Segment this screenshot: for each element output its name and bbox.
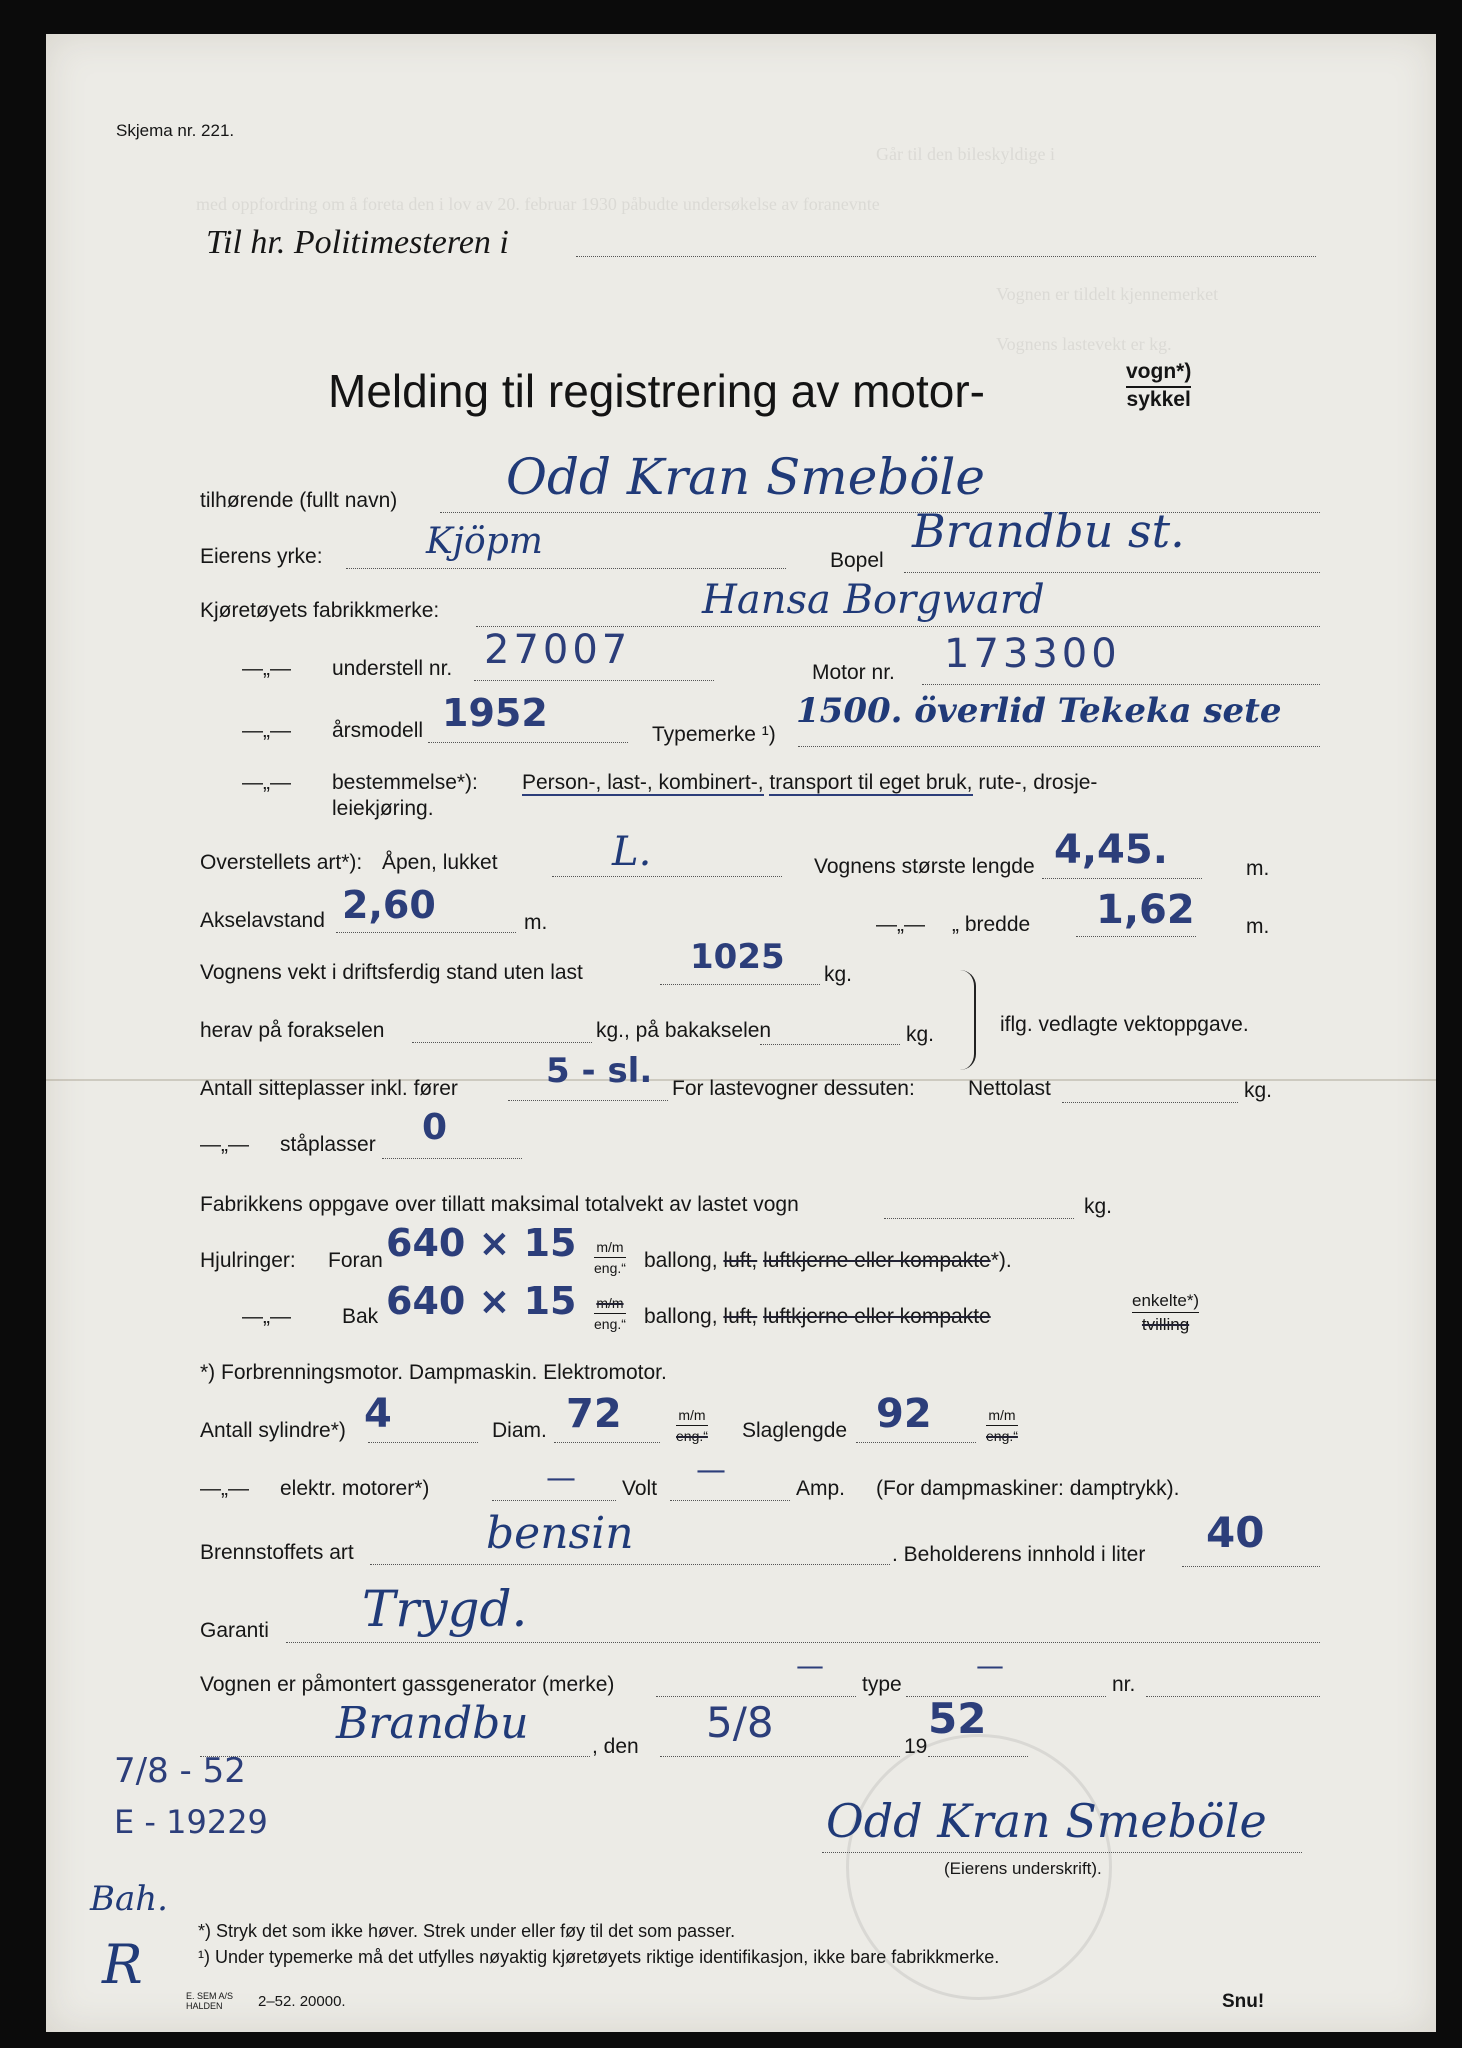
eng-unit: eng.“ xyxy=(594,1260,626,1276)
make-value: Hansa Borgward xyxy=(702,577,1045,623)
rear-axle-unit: kg. xyxy=(906,1023,935,1046)
date-line[interactable] xyxy=(660,1756,900,1757)
single-twin-choice xyxy=(1132,1292,1199,1333)
owner-signature: Odd Kran Smeböle xyxy=(826,1794,1267,1848)
tyre-rest-option: luftkjerne eller kompakte xyxy=(763,1249,991,1272)
elec-line[interactable] xyxy=(492,1500,616,1501)
ballong-option: ballong, xyxy=(644,1305,718,1328)
tyres-rear-value: 640 × 15 xyxy=(386,1279,577,1323)
net-load-line[interactable] xyxy=(1062,1102,1238,1103)
page-title: Melding til registrering av motor- xyxy=(328,365,986,417)
wheelbase-value: 2,60 xyxy=(342,883,436,927)
tyres-front-options xyxy=(644,1250,1012,1271)
eng-unit: eng.“ xyxy=(676,1428,708,1444)
fuel-line[interactable] xyxy=(370,1564,890,1565)
net-load-label: Nettolast xyxy=(968,1077,1051,1100)
gas-line[interactable] xyxy=(656,1696,856,1697)
cylinders-label: Antall sylindre*) xyxy=(200,1419,346,1442)
amp-label: Amp. xyxy=(796,1477,846,1500)
cylinders-value: 4 xyxy=(364,1391,392,1437)
turn-over-note: Snu! xyxy=(1222,1991,1265,2012)
warranty-value: Trygd. xyxy=(362,1580,528,1638)
volt-value: — xyxy=(696,1453,726,1488)
eng-unit: eng.“ xyxy=(594,1316,626,1332)
diam-line[interactable] xyxy=(554,1442,660,1443)
residence-label: Bopel xyxy=(830,549,884,572)
warranty-label: Garanti xyxy=(200,1619,269,1642)
width-dash: —„— xyxy=(876,913,925,936)
year-suffix-line[interactable] xyxy=(928,1756,1028,1757)
motor-line[interactable] xyxy=(922,684,1320,685)
wheelbase-unit: m. xyxy=(524,911,548,934)
date-label: , den xyxy=(592,1735,639,1758)
volt-line[interactable] xyxy=(670,1500,790,1501)
diam-value: 72 xyxy=(566,1391,622,1437)
tank-value: 40 xyxy=(1206,1508,1265,1557)
show-through-text: med oppfordring om å foreta den i lov av 20. februar 1930 påbudte undersøkelse av foranevnte xyxy=(196,194,880,214)
seats-value: 5 - sl. xyxy=(546,1051,653,1091)
body-line[interactable] xyxy=(552,876,782,877)
ditto-mark: —„— xyxy=(242,1305,291,1328)
chassis-label: understell nr. xyxy=(332,657,453,680)
place-line[interactable] xyxy=(200,1756,590,1757)
seats-line[interactable] xyxy=(508,1100,668,1101)
occupation-value: Kjöpm xyxy=(426,521,543,562)
type-line[interactable] xyxy=(798,746,1320,747)
tank-label: . Beholderens innhold i liter xyxy=(892,1543,1146,1566)
margin-mark: R xyxy=(102,1933,143,1996)
show-through-text: Går til den bileskyldige i xyxy=(876,144,1055,164)
fuel-label: Brennstoffets art xyxy=(200,1541,354,1564)
weight-label: Vognens vekt i driftsferdig stand uten last xyxy=(200,961,583,984)
owner-line[interactable] xyxy=(440,512,1320,513)
motor-label: Motor nr. xyxy=(812,661,895,684)
eng-unit: eng.“ xyxy=(986,1428,1018,1444)
diam-unit xyxy=(676,1408,708,1443)
use-rest: rute-, drosje- xyxy=(978,771,1098,794)
year-suffix-value: 52 xyxy=(928,1694,987,1743)
print-code: 2–52. 20000. xyxy=(258,1993,346,2010)
luft-option: luft, xyxy=(723,1249,758,1272)
weight-note: iflg. vedlagte vektoppgave. xyxy=(1000,1013,1249,1036)
title-vogn: vogn*) xyxy=(1126,360,1191,388)
printer-name: E. SEM A/S xyxy=(186,1991,234,2001)
chassis-value: 27007 xyxy=(484,627,632,673)
width-value: 1,62 xyxy=(1096,887,1195,933)
rear-axle-line[interactable] xyxy=(760,1044,900,1045)
mm-unit: m/m xyxy=(676,1408,708,1426)
net-load-unit: kg. xyxy=(1244,1079,1273,1102)
show-through-text: Vognens lastevekt er kg. xyxy=(996,334,1172,354)
footnote-1: *) Stryk det som ikke høver. Strek under eller føy til det som passer. xyxy=(198,1921,736,1941)
gas-nr-label: nr. xyxy=(1112,1673,1136,1696)
luft-option: luft, xyxy=(723,1305,758,1328)
occupation-line[interactable] xyxy=(346,568,786,569)
type-value: 1500. överlid Tekeka sete xyxy=(796,691,1282,731)
tyre-rest-option: luftkjerne eller kompakte xyxy=(763,1305,991,1328)
form-number: Skjema nr. 221. xyxy=(116,121,235,140)
wheelbase-line[interactable] xyxy=(336,932,516,933)
front-axle-label: herav på forakselen xyxy=(200,1019,385,1042)
weight-line[interactable] xyxy=(660,984,820,985)
standing-line[interactable] xyxy=(382,1158,522,1159)
tyres-rear-label: Bak xyxy=(342,1305,379,1328)
warranty-line[interactable] xyxy=(286,1642,1320,1643)
owner-label: tilhørende (fullt navn) xyxy=(200,489,398,512)
ditto-mark: —„— xyxy=(200,1477,249,1500)
stroke-unit xyxy=(986,1408,1018,1443)
width-unit: m. xyxy=(1246,915,1270,938)
diam-label: Diam. xyxy=(492,1419,547,1442)
ditto-mark: —„— xyxy=(242,719,291,742)
width-label: „ bredde xyxy=(952,913,1031,936)
weight-brace xyxy=(960,970,976,1070)
occupation-label: Eierens yrke: xyxy=(200,545,323,568)
length-value: 4,45. xyxy=(1054,827,1168,873)
seats-label: Antall sitteplasser inkl. fører xyxy=(200,1077,458,1100)
cylinders-line[interactable] xyxy=(368,1442,478,1443)
tyres-rear-options xyxy=(644,1306,991,1327)
ballong-option: ballong, xyxy=(644,1249,718,1272)
stroke-value: 92 xyxy=(876,1391,932,1437)
length-label: Vognens største lengde xyxy=(814,855,1035,878)
truck-note: For lastevogner dessuten: xyxy=(672,1077,915,1100)
steam-note: (For dampmaskiner: damptrykk). xyxy=(876,1477,1180,1500)
gas-label: Vognen er påmontert gassgenerator (merke) xyxy=(200,1673,615,1696)
body-options: Åpen, lukket xyxy=(382,851,498,874)
show-through-text: Vognen er tildelt kjennemerket xyxy=(996,284,1219,304)
owner-value: Odd Kran Smeböle xyxy=(506,448,986,506)
rear-axle-label: kg., på bakakselen xyxy=(596,1019,772,1042)
ditto-mark: —„— xyxy=(200,1133,249,1156)
addressee-label: Til hr. Politimesteren i xyxy=(206,224,509,261)
tyre-end: *). xyxy=(990,1249,1012,1272)
use-transport: transport til eget bruk, xyxy=(769,771,973,794)
year-prefix: 19 xyxy=(904,1735,928,1758)
gas-value: — xyxy=(796,1649,824,1682)
residence-line[interactable] xyxy=(904,572,1320,573)
tyres-front-value: 640 × 15 xyxy=(386,1221,577,1265)
mm-unit: m/m xyxy=(986,1408,1018,1426)
ditto-mark: —„— xyxy=(242,771,291,794)
tyres-label: Hjulringer: xyxy=(200,1249,296,1272)
single-option: enkelte*) xyxy=(1132,1292,1199,1313)
length-unit: m. xyxy=(1246,857,1270,880)
use-person: Person-, last-, kombinert-, xyxy=(522,771,764,794)
tyres-rear-unit xyxy=(594,1296,626,1331)
use-label: bestemmelse*): xyxy=(332,771,478,794)
volt-label: Volt xyxy=(622,1477,658,1500)
tyres-front-unit xyxy=(594,1240,626,1275)
title-vehicle-type xyxy=(1126,360,1191,412)
mm-unit: m/m xyxy=(594,1240,626,1258)
margin-date: 7/8 - 52 xyxy=(114,1751,246,1791)
standing-label: ståplasser xyxy=(280,1133,376,1156)
engine-types: *) Forbrenningsmotor. Dampmaskin. Elektromotor. xyxy=(200,1361,667,1384)
max-weight-label: Fabrikkens oppgave over tillatt maksimal totalvekt av lastet vogn xyxy=(200,1193,799,1216)
motor-value: 173300 xyxy=(944,631,1121,677)
weight-unit: kg. xyxy=(824,963,853,986)
length-line[interactable] xyxy=(1042,878,1202,879)
weight-value: 1025 xyxy=(690,937,785,977)
twin-option: tvilling xyxy=(1141,1315,1190,1334)
body-type-label: Overstellets art*): xyxy=(200,851,363,874)
registration-form-paper xyxy=(46,34,1436,2032)
printer-city: HALDEN xyxy=(186,2001,223,2011)
gas-nr-line[interactable] xyxy=(1146,1696,1320,1697)
body-value: L. xyxy=(612,829,652,875)
mm-unit: m/m xyxy=(594,1296,626,1314)
gas-type-label: type xyxy=(862,1673,902,1696)
tank-line[interactable] xyxy=(1182,1566,1320,1567)
gas-type-value: — xyxy=(976,1649,1004,1682)
ditto-mark: —„— xyxy=(242,657,291,680)
use-line2: leiekjøring. xyxy=(332,797,434,820)
year-line[interactable] xyxy=(428,742,628,743)
margin-initials: Bah. xyxy=(90,1879,168,1919)
year-value: 1952 xyxy=(442,691,548,735)
front-axle-line[interactable] xyxy=(412,1042,592,1043)
date-value: 5/8 xyxy=(706,1698,774,1747)
footnote-2: ¹) Under typemerke må det utfylles nøyaktig kjøretøyets riktige identifikasjon, ikke bare fabrikkmerke. xyxy=(198,1947,1000,1967)
elec-label: elektr. motorer*) xyxy=(280,1477,430,1500)
addressee-line[interactable] xyxy=(576,256,1316,257)
wheelbase-label: Akselavstand xyxy=(200,909,325,932)
width-line[interactable] xyxy=(1076,936,1196,937)
margin-reg-number: E - 19229 xyxy=(114,1803,268,1841)
use-options xyxy=(522,772,1097,793)
type-label: Typemerke ¹) xyxy=(652,723,776,746)
title-sykkel: sykkel xyxy=(1126,388,1191,411)
year-label: årsmodell xyxy=(332,719,424,742)
elec-value: — xyxy=(546,1461,576,1496)
chassis-line[interactable] xyxy=(474,680,714,681)
max-weight-unit: kg. xyxy=(1084,1195,1113,1218)
signature-line[interactable] xyxy=(822,1852,1302,1853)
max-weight-line[interactable] xyxy=(884,1218,1074,1219)
place-value: Brandbu xyxy=(336,1698,529,1749)
stroke-label: Slaglengde xyxy=(742,1419,848,1442)
standing-value: 0 xyxy=(422,1107,448,1148)
make-label: Kjøretøyets fabrikkmerke: xyxy=(200,599,440,622)
fuel-value: bensin xyxy=(486,1508,634,1559)
tyres-front-label: Foran xyxy=(328,1249,383,1272)
residence-value: Brandbu st. xyxy=(912,504,1185,558)
stroke-line[interactable] xyxy=(856,1442,976,1443)
signature-label: (Eierens underskrift). xyxy=(944,1859,1102,1878)
